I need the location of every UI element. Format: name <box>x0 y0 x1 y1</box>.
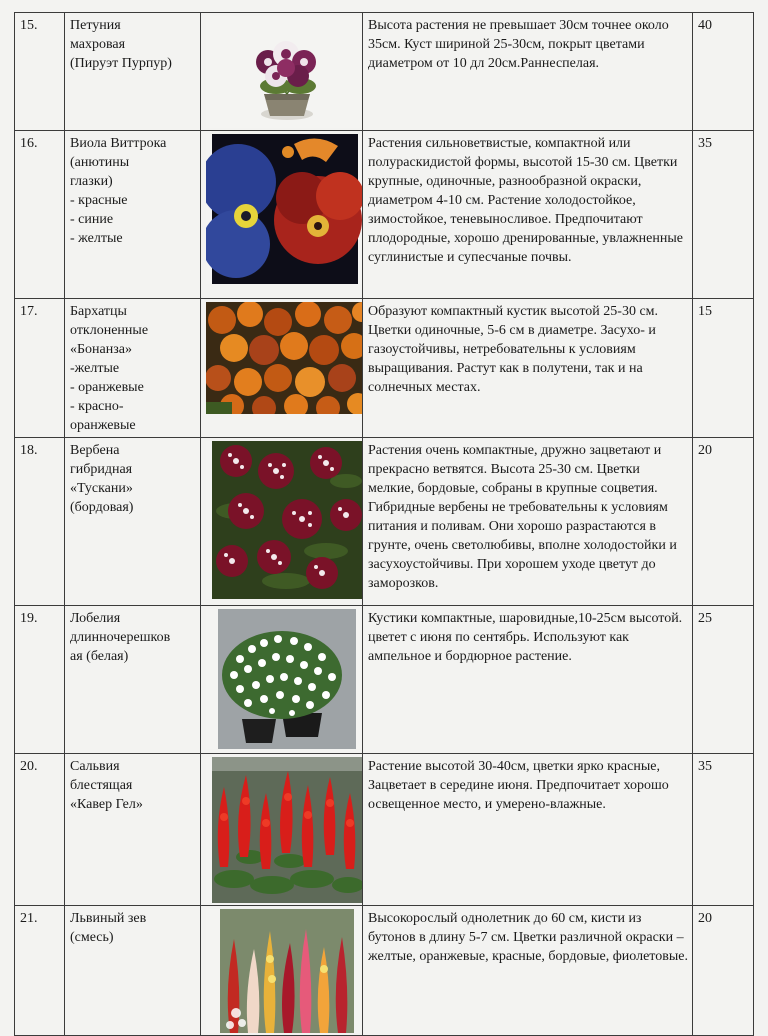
row-number: 18. <box>15 438 65 606</box>
plant-description: Растения очень компактные, дружно зацветают и прекрасно ветвятся. Высота 25-30 см. Цветки мелкие, бордовые, собраны в крупные соцветия. Гибридные вербены не требовательны к условиям питания и поливам. Они хорошо разрастаются в грунте, очень светолюбивы, вполне холодостойки и засухоустойчивы. При хорошем уходе цветут до заморозков. <box>363 438 693 606</box>
plant-name: Львиный зев (смесь) <box>65 906 201 1036</box>
plant-description: Высота растения не превышает 30см точнее около 35см. Куст шириной 25-30см, покрыт цветами диаметром от 10 дл 20см.Раннеспелая. <box>363 13 693 131</box>
plant-quantity: 40 <box>693 13 754 131</box>
plant-description: Образуют компактный кустик высотой 25-30 см. Цветки одиночные, 5-6 см в диаметре. Засухо- и газоустойчивы, нетребовательны к условиям выращивания. Растут как в полутени, так и на солнечных местах. <box>363 299 693 438</box>
plant-name: Петуния махровая (Пируэт Пурпур) <box>65 13 201 131</box>
petunia-photo <box>206 16 358 128</box>
row-number: 16. <box>15 131 65 299</box>
plant-name: Бархатцы отклоненные «Бонанза» -желтые - оранжевые - красно- оранжевые <box>65 299 201 438</box>
table-row <box>15 438 754 606</box>
snapdragon-photo <box>206 909 358 1033</box>
table-row <box>15 13 754 131</box>
verbena-photo <box>206 441 358 599</box>
marigold-photo <box>206 302 358 414</box>
plant-quantity: 20 <box>693 906 754 1036</box>
plant-name: Виола Виттрока (анютины глазки) - красные - синие - желтые <box>65 131 201 299</box>
plant-description: Растение высотой 30-40см, цветки ярко красные, Зацветает в середине июня. Предпочитает хорошо освещенное место, и умерено-влажные. <box>363 754 693 906</box>
table-row <box>15 606 754 754</box>
row-number: 21. <box>15 906 65 1036</box>
plant-name: Вербена гибридная «Тускани» (бордовая) <box>65 438 201 606</box>
plant-description: Кустики компактные, шаровидные,10-25см высотой. цветет с июня по сентябрь. Используют как ампельное и бордюрное растение. <box>363 606 693 754</box>
viola-photo <box>206 134 358 284</box>
row-number: 17. <box>15 299 65 438</box>
row-number: 20. <box>15 754 65 906</box>
plant-name: Лобелия длинночерешков ая (белая) <box>65 606 201 754</box>
plant-description: Растения сильноветвистые, компактной или полураскидистой формы, высотой 15-30 см. Цветки крупные, одиночные, разнообразной окраски, диаметром 4-10 см. Растение холодостойкое, зимостойкое, теневыносливое. Предпочитают плодородные, хорошо дренированные, увлажненные суглинистые и супесчаные почвы. <box>363 131 693 299</box>
table-row <box>15 906 754 1036</box>
table-row <box>15 131 754 299</box>
plant-quantity: 35 <box>693 131 754 299</box>
plant-quantity: 15 <box>693 299 754 438</box>
plant-quantity: 20 <box>693 438 754 606</box>
plant-quantity: 35 <box>693 754 754 906</box>
plant-name: Сальвия блестящая «Кавер Гел» <box>65 754 201 906</box>
plant-table <box>14 12 754 1036</box>
plant-quantity: 25 <box>693 606 754 754</box>
salvia-photo <box>206 757 358 903</box>
row-number: 15. <box>15 13 65 131</box>
lobelia-photo <box>206 609 358 749</box>
row-number: 19. <box>15 606 65 754</box>
table-row <box>15 754 754 906</box>
plant-description: Высокорослый однолетник до 60 см, кисти из бутонов в длину 5-7 см. Цветки различной окраски – желтые, оранжевые, красные, бордовые, фиолетовые. <box>363 906 693 1036</box>
table-row <box>15 299 754 438</box>
